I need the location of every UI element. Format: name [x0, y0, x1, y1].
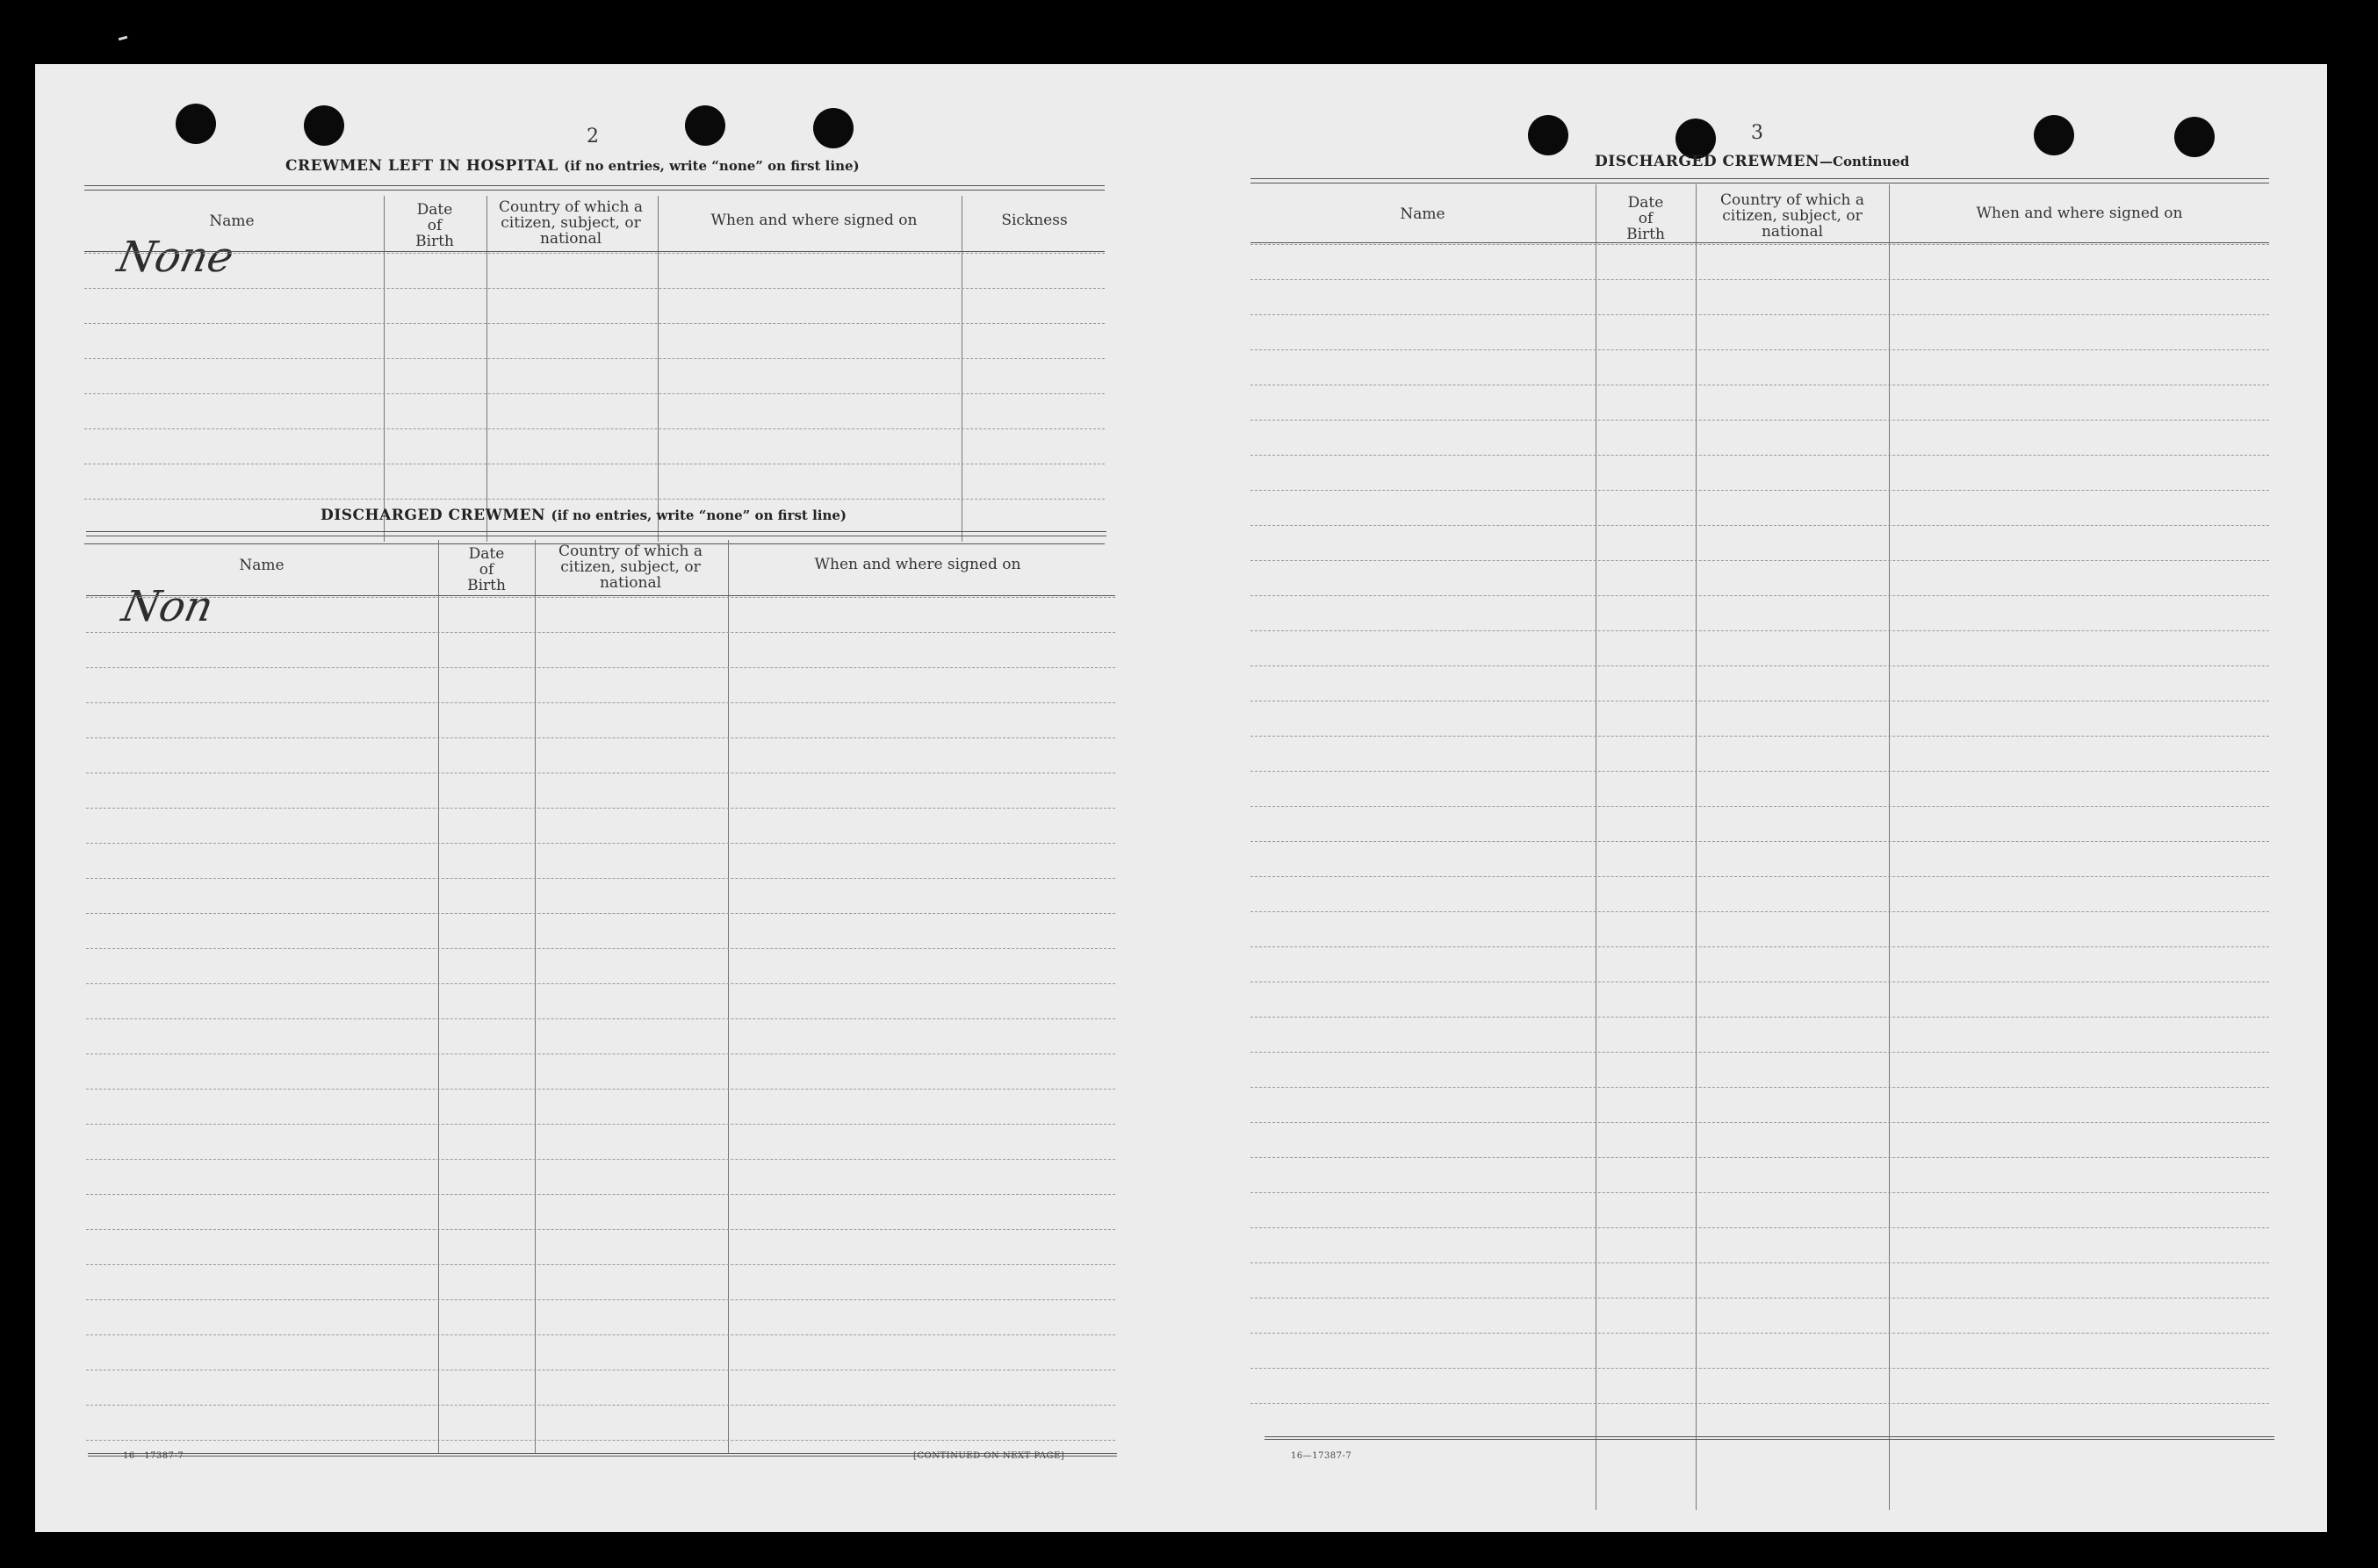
ruled-line [1250, 314, 2269, 315]
ruled-line [1250, 560, 2269, 561]
ruled-line [1250, 490, 2269, 491]
rule [84, 185, 1105, 186]
rule [84, 190, 1105, 191]
col-header-dob: Date of Birth [467, 545, 506, 594]
ruled-line [1250, 771, 2269, 772]
ruled-line [86, 1089, 1115, 1090]
hospital-section-title [285, 157, 860, 175]
ruled-line [84, 288, 1105, 289]
punch-hole [176, 104, 216, 144]
ruled-line [1250, 1017, 2269, 1018]
rule [1265, 1439, 2274, 1440]
hospital-title-note: (if no entries, write “none” on first line) [564, 158, 860, 174]
ruled-line [84, 253, 1105, 254]
hospital-title-text: CREWMEN LEFT IN HOSPITAL [285, 157, 558, 175]
ruled-line [86, 948, 1115, 949]
ruled-line [86, 667, 1115, 668]
ruled-line [1250, 279, 2269, 280]
header-underline [86, 595, 1115, 596]
col-divider [384, 196, 385, 542]
col-header-name: Name [239, 557, 285, 574]
discharged-section-title [321, 507, 847, 524]
scan-mark [119, 36, 127, 40]
ruled-line [1250, 630, 2269, 631]
ruled-line [1250, 946, 2269, 947]
ruled-line [1250, 455, 2269, 456]
discharged-title-text: DISCHARGED CREWMEN [321, 507, 546, 524]
right-title-suffix: —Continued [1820, 154, 1910, 169]
ruled-line [1250, 1368, 2269, 1369]
handwritten-entry: None [113, 233, 239, 282]
col-header-country: Country of which a citizen, subject, or national [499, 198, 643, 248]
form-code-right: 16—17387-7 [1291, 1451, 1352, 1461]
ruled-line [86, 1194, 1115, 1195]
ruled-line [1250, 595, 2269, 596]
ruled-line [86, 702, 1115, 703]
ruled-line [86, 597, 1115, 598]
ruled-line [86, 632, 1115, 633]
ruled-line [86, 843, 1115, 844]
continued-note: [CONTINUED ON NEXT PAGE] [913, 1451, 1065, 1461]
col-header-sickness: Sickness [1001, 212, 1068, 229]
page-number-right: 3 [1751, 122, 1763, 144]
punch-hole [1528, 115, 1568, 155]
right-title-text: DISCHARGED CREWMEN [1595, 153, 1820, 170]
ruled-line [86, 1124, 1115, 1125]
ruled-line [1250, 1087, 2269, 1088]
discharged-title-note: (if no entries, write “none” on first line) [551, 507, 847, 523]
ruled-line [1250, 420, 2269, 421]
ruled-line [1250, 876, 2269, 877]
col-header-name: Name [209, 212, 255, 230]
page-number-left: 2 [587, 126, 599, 147]
ruled-line [86, 1018, 1115, 1019]
ruled-line [1250, 665, 2269, 666]
ruled-line [84, 358, 1105, 359]
punch-hole [2034, 115, 2074, 155]
header-underline [1250, 242, 2269, 243]
ruled-line [1250, 1403, 2269, 1404]
ruled-line [86, 808, 1115, 809]
ruled-line [84, 323, 1105, 324]
ruled-line [1250, 1227, 2269, 1228]
col-header-signed-on: When and where signed on [1976, 205, 2183, 222]
header-underline [84, 251, 1105, 252]
ruled-line [86, 878, 1115, 879]
punch-hole [2174, 117, 2215, 157]
ruled-line [1250, 1122, 2269, 1123]
col-header-signed-on: When and where signed on [710, 212, 918, 229]
ruled-line [84, 499, 1105, 500]
ruled-line [86, 1440, 1115, 1441]
ruled-line [1250, 525, 2269, 526]
ruled-line [84, 428, 1105, 429]
punch-hole [685, 105, 725, 146]
col-header-country: Country of which a citizen, subject, or national [1720, 191, 1864, 241]
ruled-line [86, 1405, 1115, 1406]
col-divider [1889, 184, 1890, 1510]
ruled-line [86, 1229, 1115, 1230]
discharged-continued-title [1595, 153, 1909, 170]
ruled-line [86, 983, 1115, 984]
ruled-line [1250, 1052, 2269, 1053]
document-page [35, 64, 2327, 1532]
ruled-line [84, 393, 1105, 394]
ruled-line [86, 1299, 1115, 1300]
punch-hole [813, 108, 854, 148]
col-header-country: Country of which a citizen, subject, or national [558, 543, 703, 592]
col-divider [1696, 184, 1697, 1510]
ruled-line [86, 1334, 1115, 1335]
rule [1265, 1436, 2274, 1437]
col-header-signed-on: When and where signed on [814, 556, 1021, 573]
handwritten-entry: Non [118, 582, 218, 631]
ruled-line [86, 1159, 1115, 1160]
col-header-dob: Date of Birth [415, 201, 454, 250]
ruled-line [1250, 1192, 2269, 1193]
ruled-line [1250, 806, 2269, 807]
col-divider [486, 196, 487, 542]
form-code-left: 16—17387-7 [123, 1451, 184, 1461]
ruled-line [1250, 911, 2269, 912]
ruled-line [1250, 736, 2269, 737]
col-divider [728, 540, 729, 1453]
ruled-line [86, 913, 1115, 914]
col-divider [535, 540, 536, 1453]
ruled-line [1250, 841, 2269, 842]
ruled-line [1250, 349, 2269, 350]
rule [1250, 178, 2269, 179]
ruled-line [1250, 1262, 2269, 1263]
ruled-line [86, 1264, 1115, 1265]
ruled-line [1250, 244, 2269, 245]
col-divider [658, 196, 659, 542]
col-header-dob: Date of Birth [1626, 194, 1665, 243]
col-divider [438, 540, 439, 1453]
ruled-line [86, 737, 1115, 738]
ruled-line [1250, 1157, 2269, 1158]
punch-hole [304, 105, 344, 146]
ruled-line [1250, 1333, 2269, 1334]
rule [86, 531, 1106, 532]
col-header-name: Name [1400, 205, 1445, 223]
